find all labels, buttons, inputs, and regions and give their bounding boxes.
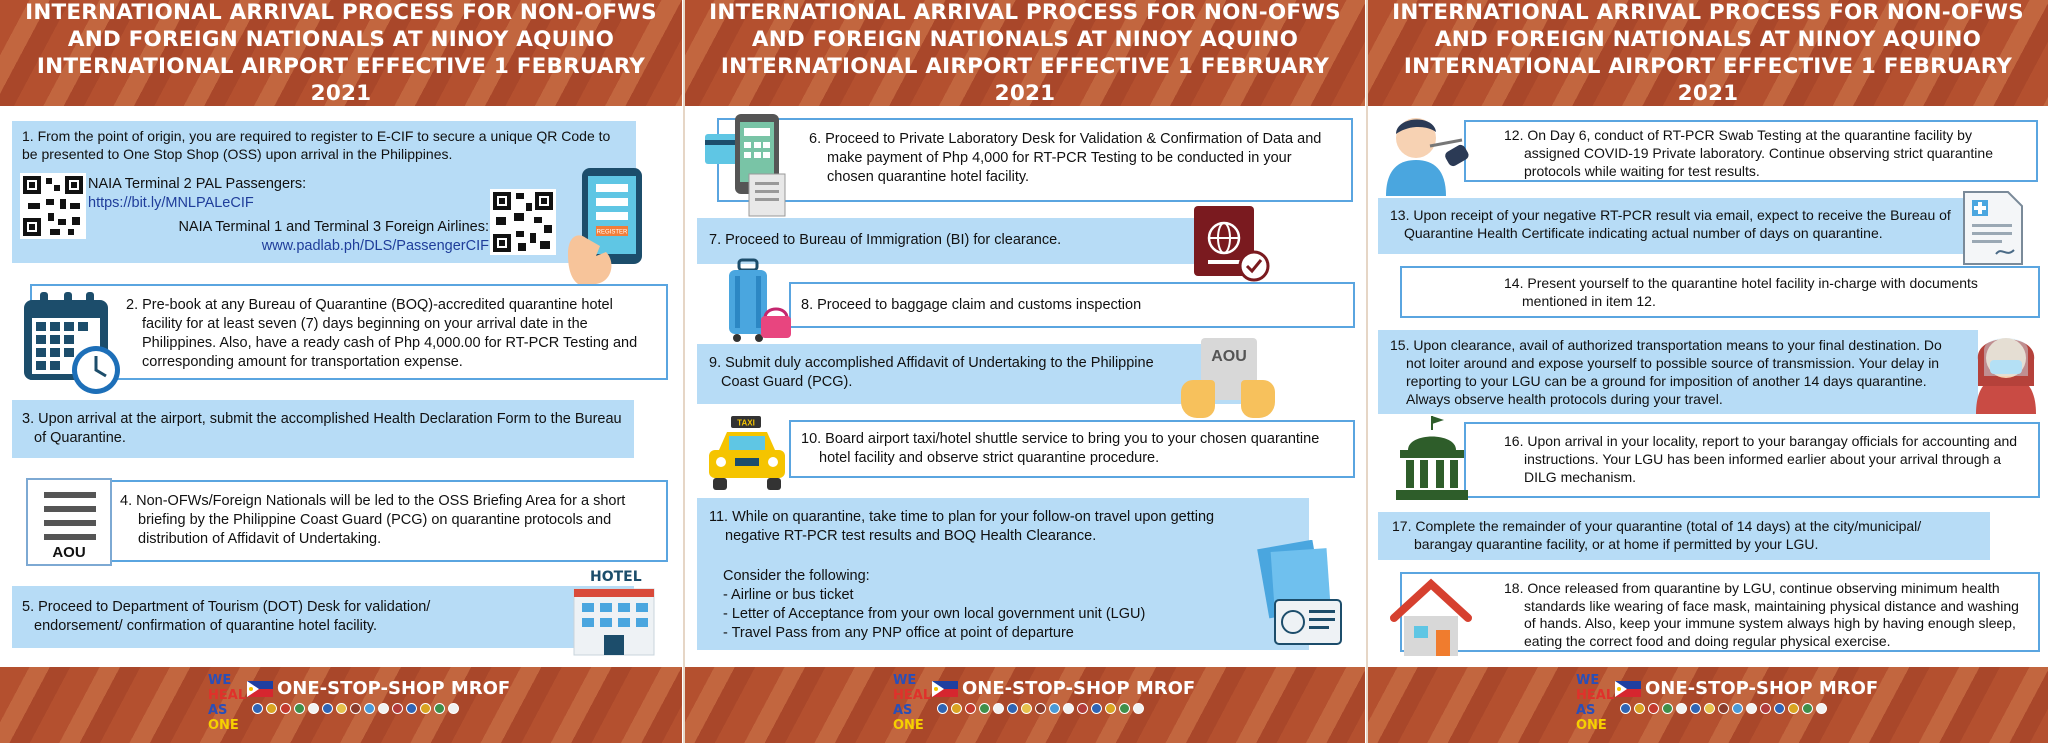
step-11 <box>697 498 1309 650</box>
step-11-text: 11. While on quarantine, take time to plan for your follow-on travel upon getting negative RT-PCR test results and BOQ Health Clearance. <box>709 509 1215 544</box>
step-7-text: 7. Proceed to Bureau of Immigration (BI) for clearance. <box>709 232 1062 248</box>
step-14 <box>1400 266 2040 318</box>
agency-seals <box>252 703 459 714</box>
house-icon <box>1388 578 1474 658</box>
register-icon-label: REGISTER <box>596 229 628 236</box>
we-heal-as-one-logo: WE HEAL AS ONE <box>208 673 247 733</box>
step-10-text: 10. Board airport taxi/hotel shuttle service to bring you to your chosen quarantine hotel facility and observe strict quarantine procedure. <box>801 431 1320 466</box>
header-title: INTERNATIONAL ARRIVAL PROCESS FOR NON-OFWS AND FOREIGN NATIONALS AT NINOY AQUINO INTERNATIONAL AIRPORT EFFECTIVE 1 FEBRUARY 2021 <box>25 0 657 106</box>
step-15-text: 15. Upon clearance, avail of authorized transportation means to your final destination. Do not loiter around and expose yourself to possible source of transmission. Your delay in reporting to your LGU can be a ground for imposition of another 14 days quarantine. Always observe health protocols during your travel. <box>1390 337 1942 407</box>
panel-2 <box>683 0 1365 743</box>
step-6-text: 6. Proceed to Private Laboratory Desk for Validation & Confirmation of Data and make payment of Php 4,000 for RT-PCR Testing to be conducted in your chosen quarantine hotel facility. <box>809 131 1322 185</box>
panel-footer <box>0 667 682 743</box>
step-4 <box>28 480 668 562</box>
panel-footer <box>685 667 1365 743</box>
step-16-text: 16. Upon arrival in your locality, report to your barangay officials for accounting and instructions. Your LGU has been informed earlier about your arrival through a DILG mechanism. <box>1504 433 2018 485</box>
we-heal-as-one-logo: WE HEAL AS ONE <box>1576 673 1615 733</box>
qr-code-icon <box>20 173 86 239</box>
step-11-consider: Consider the following: <box>723 568 870 584</box>
step-17-text: 17. Complete the remainder of your quarantine (total of 14 days) at the city/municipal/ barangay quarantine facility, or at home if permitted by your LGU. <box>1392 518 1922 552</box>
panel-1 <box>0 0 682 743</box>
calendar-clock-icon <box>20 290 126 396</box>
step-4-text: 4. Non-OFWs/Foreign Nationals will be led to the OSS Briefing Area for a short briefing by the Philippine Coast Guard (PCG) on quarantine protocols and distribution of Affidavit of Undertaking. <box>120 493 626 547</box>
consider-item: - Letter of Acceptance from your own local government unit (LGU) <box>723 606 1146 622</box>
step-12-text: 12. On Day 6, conduct of RT-PCR Swab Testing at the quarantine facility by assigned COVID-19 Private laboratory. Continue observing strict quarantine protocols while waiting for test results. <box>1504 127 1993 179</box>
consider-item: - Travel Pass from any PNP office at point of departure <box>723 625 1074 641</box>
terminal-1-3-link[interactable]: www.padlab.ph/DLS/PassengerCIF <box>261 238 489 254</box>
terminal-1-3-label: NAIA Terminal 1 and Terminal 3 Foreign Airlines: <box>178 219 489 235</box>
header-title: INTERNATIONAL ARRIVAL PROCESS FOR NON-OFWS AND FOREIGN NATIONALS AT NINOY AQUINO INTERNATIONAL AIRPORT EFFECTIVE 1 FEBRUARY 2021 <box>709 0 1341 106</box>
step-5-text: 5. Proceed to Department of Tourism (DOT) Desk for validation/ endorsement/ confirmation of quarantine hotel facility. <box>22 599 431 634</box>
step-18 <box>1400 572 2040 652</box>
step-1-text: 1. From the point of origin, you are required to register to E-CIF to secure a unique QR Code to be presented to One Stop Shop (OSS) upon arrival in the Philippines. <box>22 128 611 162</box>
step-14-text: 14. Present yourself to the quarantine hotel facility in-charge with documents mentioned in item 12. <box>1504 275 1978 309</box>
we-heal-as-one-logo: WE HEAL AS ONE <box>893 673 932 733</box>
footer-brand: ONE-STOP-SHOP MROF <box>277 678 511 699</box>
masked-woman-icon <box>1968 320 2044 414</box>
step-10 <box>789 420 1355 478</box>
qr-code-icon <box>490 189 556 255</box>
step-3-text: 3. Upon arrival at the airport, submit the accomplished Health Declaration Form to the Bureau of Quarantine. <box>22 411 622 446</box>
philippine-flag-icon <box>247 681 273 697</box>
step-8 <box>789 282 1355 328</box>
taxi-icon-label: TAXI <box>737 418 755 428</box>
panel-header <box>0 0 682 106</box>
step-1 <box>12 121 636 263</box>
step-3 <box>12 400 634 458</box>
step-9 <box>697 344 1253 404</box>
step-13-text: 13. Upon receipt of your negative RT-PCR result via email, expect to receive the Bureau of Quarantine Health Certificate indicating actual number of days on quarantine. <box>1390 207 1951 241</box>
passport-icon <box>1190 204 1270 282</box>
hotel-icon <box>570 569 658 657</box>
step-12 <box>1464 120 2038 182</box>
luggage-icon <box>725 258 795 344</box>
aou-icon-label: AOU <box>1211 348 1247 365</box>
panel-header <box>685 0 1365 106</box>
panel-3 <box>1366 0 2048 743</box>
step-13 <box>1378 198 1968 254</box>
terminal-2-link[interactable]: https://bit.ly/MNLPALeCIF <box>88 195 254 211</box>
health-certificate-icon <box>1962 190 2024 266</box>
footer-brand: ONE-STOP-SHOP MROF <box>1645 678 1879 699</box>
agency-seals <box>937 703 1144 714</box>
aou-hands-icon <box>1179 334 1273 420</box>
swab-test-icon <box>1376 110 1472 196</box>
terminal-2-label: NAIA Terminal 2 PAL Passengers: <box>88 176 307 192</box>
step-5 <box>12 586 634 648</box>
agency-seals <box>1620 703 1827 714</box>
footer-brand: ONE-STOP-SHOP MROF <box>962 678 1196 699</box>
tablet-register-icon <box>566 166 656 286</box>
government-building-icon <box>1394 414 1470 502</box>
panel-header <box>1368 0 2048 106</box>
aou-icon-label: AOU <box>52 544 86 561</box>
travel-documents-icon <box>1253 540 1345 650</box>
step-16 <box>1464 422 2040 498</box>
step-15 <box>1378 330 1978 414</box>
philippine-flag-icon <box>1615 681 1641 697</box>
payment-phone-icon <box>705 112 815 218</box>
taxi-icon <box>705 414 789 494</box>
step-17 <box>1378 512 1990 560</box>
step-18-text: 18. Once released from quarantine by LGU, continue observing minimum health standards like wearing of face mask, maintaining physical distance and washing of hands. Also, keep your immune system always high by having enough sleep, eating the correct food and doing regular physical exercise. <box>1504 580 2019 649</box>
hotel-icon-label: HOTEL <box>590 569 642 585</box>
step-9-text: 9. Submit duly accomplished Affidavit of Undertaking to the Philippine Coast Guard (PCG). <box>709 355 1154 390</box>
step-8-text: 8. Proceed to baggage claim and customs inspection <box>801 297 1142 313</box>
philippine-flag-icon <box>932 681 958 697</box>
step-2-text: 2. Pre-book at any Bureau of Quarantine (BOQ)-accredited quarantine hotel facility for at least seven (7) days beginning on your arrival date in the Philippines. Also, have a ready cash of Php 4,000.00 for RT-PCR Testing and corresponding amount for transportation expense. <box>126 297 638 370</box>
consider-item: - Airline or bus ticket <box>723 587 854 603</box>
panel-footer <box>1368 667 2048 743</box>
header-title: INTERNATIONAL ARRIVAL PROCESS FOR NON-OFWS AND FOREIGN NATIONALS AT NINOY AQUINO INTERNATIONAL AIRPORT EFFECTIVE 1 FEBRUARY 2021 <box>1392 0 2024 106</box>
aou-document-icon <box>26 478 112 566</box>
